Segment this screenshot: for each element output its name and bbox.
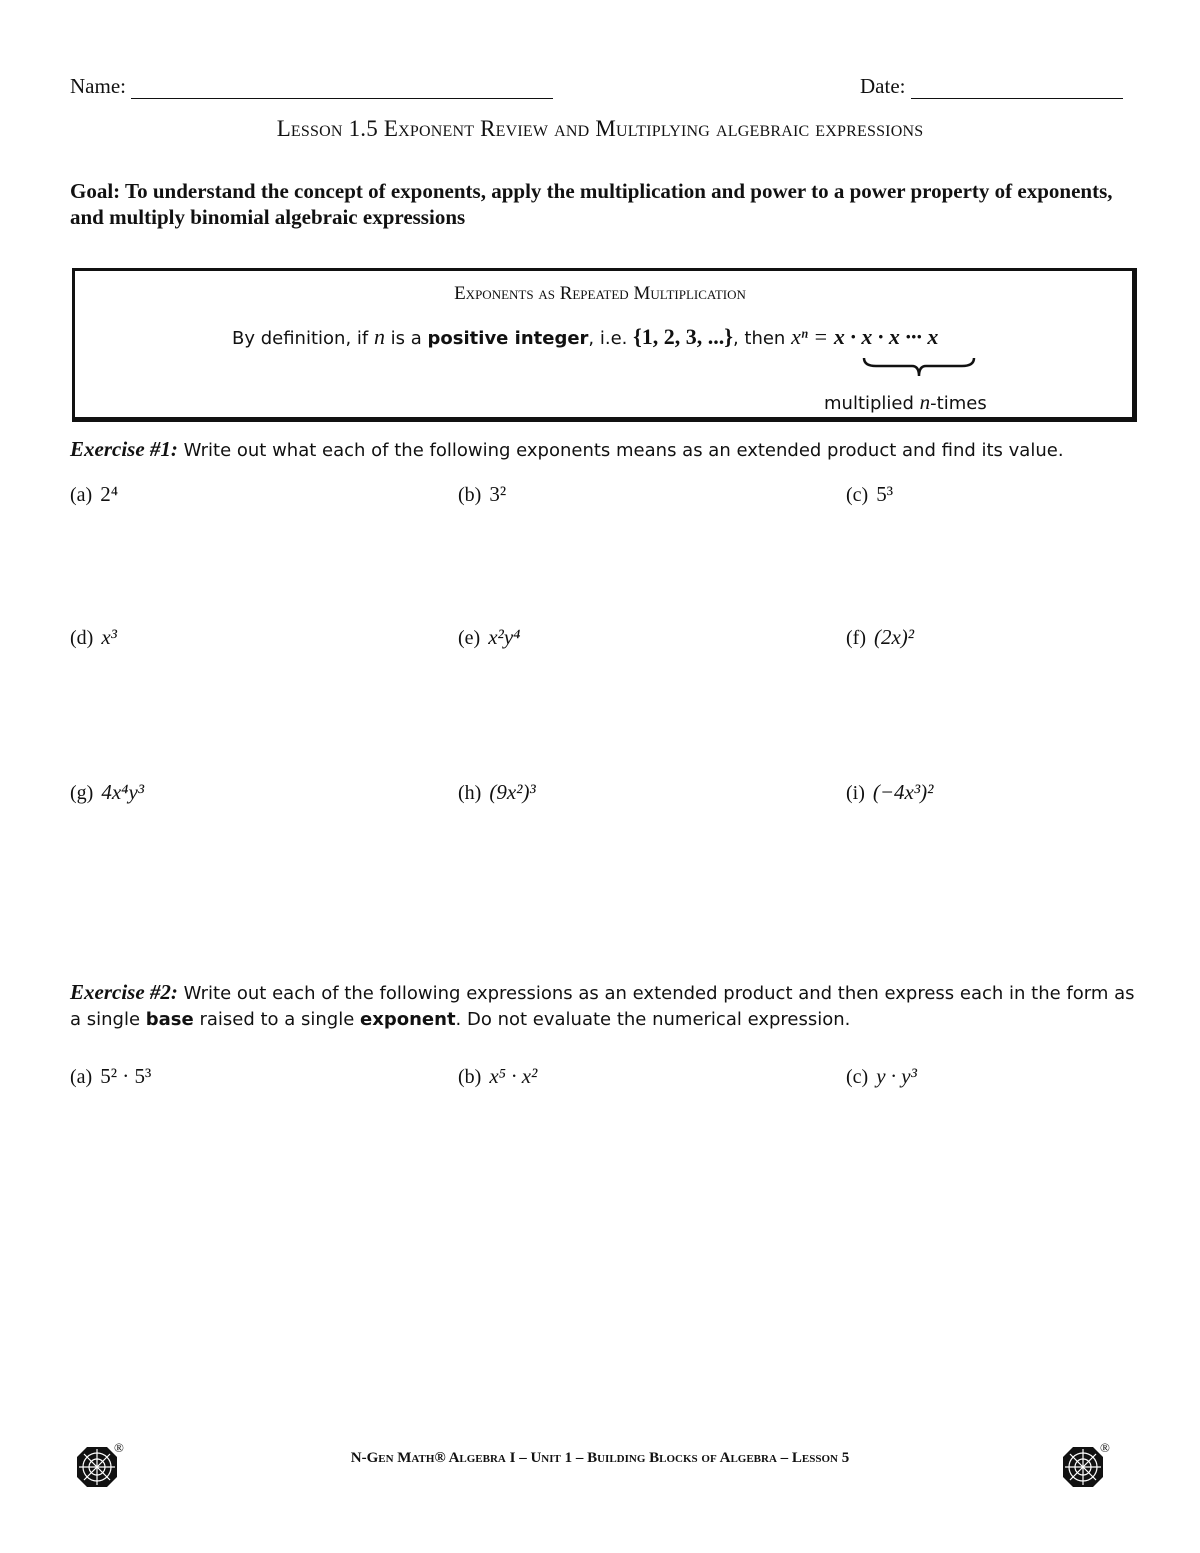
item-expression: (2x)² xyxy=(873,625,915,649)
date-label: Date: xyxy=(860,74,906,98)
exercise-1-label: Exercise #1: xyxy=(70,437,178,461)
item-label: (c) xyxy=(846,1066,869,1088)
item-label: (d) xyxy=(70,627,94,649)
exercise-1-text: Write out what each of the following exponents means as an extended product and find its value. xyxy=(183,440,1064,461)
exercise-2-item-b xyxy=(458,1064,537,1089)
exercise-1-item-c xyxy=(846,482,893,507)
item-expression: 5³ xyxy=(876,482,893,506)
date-blank-line[interactable] xyxy=(911,97,1123,99)
item-label: (i) xyxy=(846,782,865,804)
registered-mark-right: ® xyxy=(1100,1440,1110,1455)
def-formula-lhs: xⁿ = xyxy=(791,324,829,349)
exercise-1-instructions xyxy=(70,436,1135,464)
exercise-2-text-c: . Do not evaluate the numerical expression. xyxy=(455,1009,851,1030)
item-expression: x⁵ · x² xyxy=(489,1064,538,1088)
item-expression: (−4x³)² xyxy=(872,780,934,804)
item-expression: x²y⁴ xyxy=(488,625,521,649)
registered-mark-left: ® xyxy=(114,1440,124,1455)
def-text-ie: , i.e. xyxy=(588,328,634,349)
name-label: Name: xyxy=(70,74,126,98)
item-expression: 2⁴ xyxy=(100,482,119,506)
def-text-start: By definition, if xyxy=(232,328,374,349)
exercise-1-item-b xyxy=(458,482,506,507)
name-blank-line[interactable] xyxy=(131,97,553,99)
item-label: (b) xyxy=(458,484,482,506)
item-expression: 4x⁴y³ xyxy=(101,780,145,804)
item-expression: x³ xyxy=(101,625,117,649)
item-label: (a) xyxy=(70,484,93,506)
item-label: (g) xyxy=(70,782,94,804)
lesson-goal: Goal: To understand the concept of exponents, apply the multiplication and power to a power property of exponents, and multiply binomial algebraic expressions xyxy=(70,179,1113,229)
name-field xyxy=(70,74,553,99)
exercise-1-item-f xyxy=(846,625,914,650)
exercise-2-label: Exercise #2: xyxy=(70,980,178,1004)
exercise-1-item-a xyxy=(70,482,118,507)
def-var-n: n xyxy=(373,324,385,349)
item-expression: 3² xyxy=(489,482,507,506)
item-expression: (9x²)³ xyxy=(489,780,536,804)
exercise-1-item-g xyxy=(70,780,144,805)
item-label: (c) xyxy=(846,484,869,506)
brace-label-pre: multiplied xyxy=(824,393,920,414)
lesson-title: Lesson 1.5 Exponent Review and Multiplying algebraic expressions xyxy=(276,116,924,141)
def-text-then: , then xyxy=(732,328,792,349)
footer-text: N-Gen Math® Algebra I – Unit 1 – Building Blocks of Algebra – Lesson 5 xyxy=(350,1450,850,1466)
exercise-2-instructions xyxy=(70,979,1135,1033)
exercise-2-bold-base: base xyxy=(145,1009,194,1030)
item-expression: 5² · 5³ xyxy=(100,1064,152,1088)
definition-text xyxy=(232,324,938,350)
item-label: (h) xyxy=(458,782,482,804)
exercise-2-item-a xyxy=(70,1064,151,1089)
def-bold-term: positive integer xyxy=(427,328,589,349)
exercise-2-text-a: Write out each of the following expressions as an extended product and then express each in the form as a single xyxy=(70,983,1135,1030)
item-label: (b) xyxy=(458,1066,482,1088)
item-label: (a) xyxy=(70,1066,93,1088)
exercise-1-item-d xyxy=(70,625,117,650)
definition-box-title: Exponents as Repeated Multiplication xyxy=(454,283,746,304)
exercise-2-text-b: raised to a single xyxy=(193,1009,361,1030)
def-text-mid: is a xyxy=(384,328,428,349)
exercise-2-item-c xyxy=(846,1064,917,1089)
item-expression: y · y³ xyxy=(876,1064,917,1088)
exercise-1-item-h xyxy=(458,780,536,805)
date-field xyxy=(860,74,1123,99)
underbrace xyxy=(862,356,976,380)
item-label: (e) xyxy=(458,627,481,649)
brace-label xyxy=(824,390,987,415)
def-set: {1, 2, 3, ...} xyxy=(633,324,733,349)
exercise-1-item-e xyxy=(458,625,520,650)
def-formula-rhs: x · x · x ··· x xyxy=(833,324,939,349)
item-label: (f) xyxy=(846,627,866,649)
exercise-2-bold-exponent: exponent xyxy=(360,1009,456,1030)
brace-label-post: -times xyxy=(930,393,987,414)
exercise-1-item-i xyxy=(846,780,933,805)
brace-label-var: n xyxy=(919,390,931,414)
